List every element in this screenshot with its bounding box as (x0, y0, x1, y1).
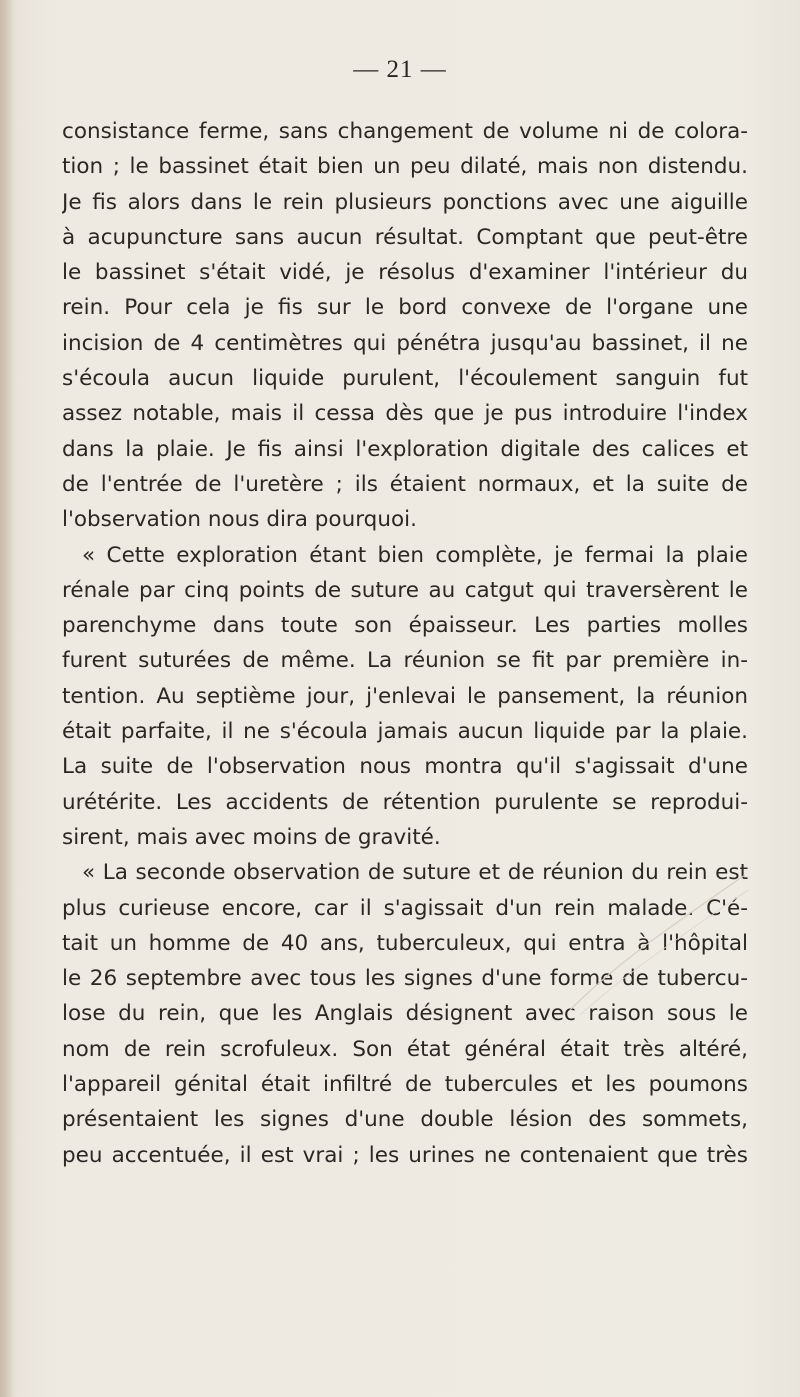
text-line: rénale par cinq points de suture au catgut qui traversèrent le (62, 577, 748, 603)
text-line: « La seconde observation de suture et de réunion du rein est (82, 860, 748, 886)
text-line: de l'entrée de l'uretère ; ils étaient normaux, et la suite de (62, 471, 748, 497)
text-line: s'écoula aucun liquide purulent, l'écoulement sanguin fut (62, 366, 748, 392)
text-line: l'observation nous dira pourquoi. (62, 507, 417, 533)
text-line: incision de 4 centimètres qui pénétra jusqu'au bassinet, il ne (62, 330, 748, 356)
text-line: nom de rein scrofuleux. Son état général était très altéré, (62, 1036, 748, 1062)
text-line: peu accentuée, il est vrai ; les urines ne contenaient que très (62, 1142, 748, 1168)
text-line: « Cette exploration étant bien complète, je fermai la plaie (82, 542, 748, 568)
text-line: rein. Pour cela je fis sur le bord convexe de l'organe une (62, 295, 748, 321)
text-line: urétérite. Les accidents de rétention purulente se reprodui- (62, 789, 748, 815)
text-line: consistance ferme, sans changement de volume ni de colora- (62, 119, 748, 144)
text-line: sirent, mais avec moins de gravité. (62, 824, 441, 850)
text-line: tait un homme de 40 ans, tuberculeux, qui entra à l'hôpital (62, 930, 748, 956)
text-line: furent suturées de même. La réunion se fit par première in- (62, 648, 748, 674)
text-line: La suite de l'observation nous montra qu'il s'agissait d'une (62, 754, 748, 780)
text-line: était parfaite, il ne s'écoula jamais aucun liquide par la plaie. (62, 719, 748, 745)
text-line: le 26 septembre avec tous les signes d'une forme de tubercu- (62, 966, 748, 992)
text-line: Je fis alors dans le rein plusieurs ponctions avec une aiguille (62, 189, 748, 215)
text-line: assez notable, mais il cessa dès que je pus introduire l'index (62, 401, 748, 427)
text-line: tion ; le bassinet était bien un peu dilaté, mais non distendu. (62, 154, 748, 180)
text-line: l'appareil génital était infiltré de tubercules et les poumons (62, 1072, 748, 1098)
text-line: à acupuncture sans aucun résultat. Comptant que peut-être (62, 224, 748, 250)
text-line: le bassinet s'était vidé, je résolus d'examiner l'intérieur du (62, 260, 748, 286)
text-line: dans la plaie. Je fis ainsi l'exploration digitale des calices et (62, 436, 748, 462)
text-line: plus curieuse encore, car il s'agissait d'un rein malade. C'é- (62, 895, 748, 921)
page-number: — 21 — (353, 56, 447, 83)
text-line: tention. Au septième jour, j'enlevai le pansement, la réunion (62, 683, 748, 709)
text-line: lose du rein, que les Anglais désignent avec raison sous le (62, 1001, 748, 1027)
text-line: présentaient les signes d'une double lésion des sommets, (62, 1107, 748, 1133)
text-line: parenchyme dans toute son épaisseur. Les parties molles (62, 613, 748, 639)
page-gutter-shadow (0, 0, 14, 1397)
body-text (62, 114, 748, 1173)
